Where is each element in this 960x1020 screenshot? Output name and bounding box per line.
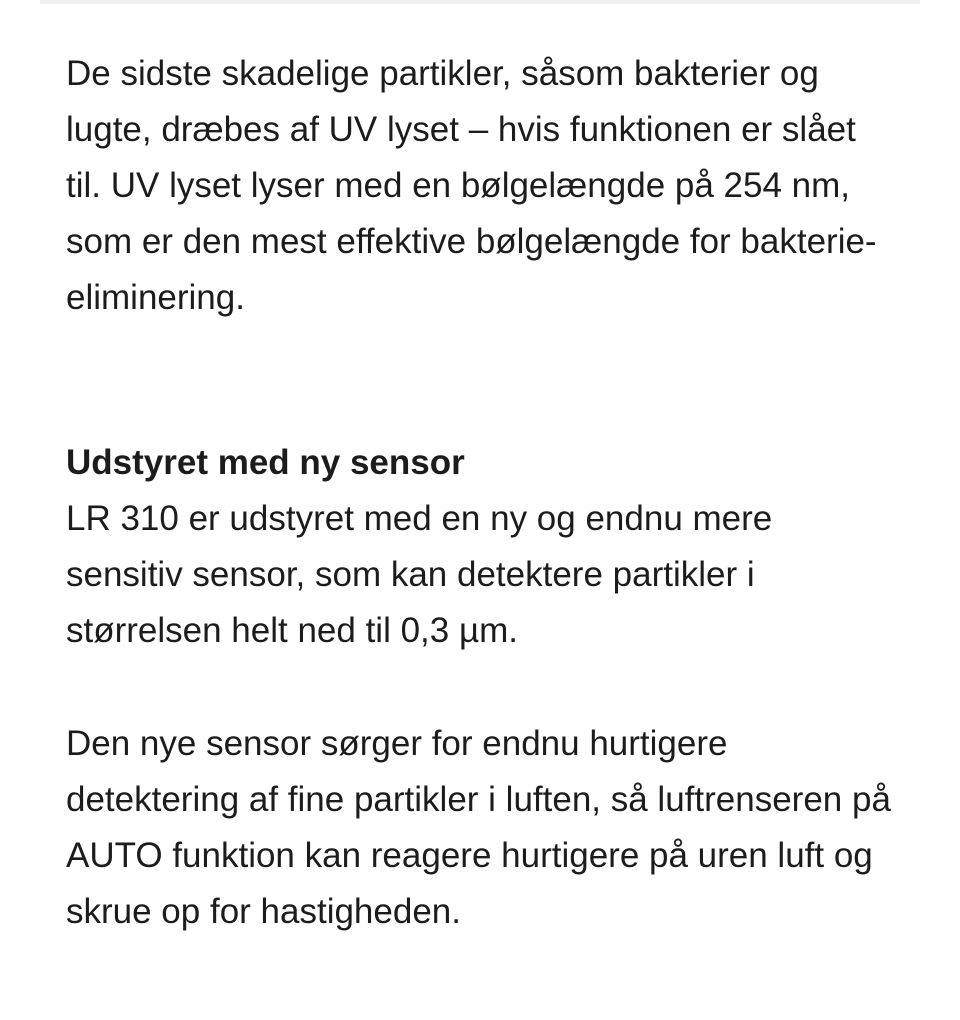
paragraph-spacer [66, 659, 896, 716]
top-divider [40, 0, 920, 4]
detection-paragraph: Den nye sensor sørger for endnu hurtigere detektering af fine partikler i luften, så luftrenseren på AUTO funktion kan reagere hurtigere på uren luft og skrue op for hastigheden. [66, 724, 891, 931]
sensor-paragraph: LR 310 er udstyret med en ny og endnu mere sensitiv sensor, som kan detektere partikler i størrelsen helt ned til 0,3 µm. [66, 499, 773, 650]
uv-light-paragraph: De sidste skadelige partikler, såsom bakterier og lugte, dræbes af UV lyset – hvis funktionen er slået til. UV lyset lyser med en bølgelængde på 254 nm, som er den mest effektive bølgelængde for bakterie-eliminering. [66, 54, 877, 317]
article-content [66, 46, 896, 940]
section-spacer [66, 326, 896, 435]
sensor-section-heading: Udstyret med ny sensor [66, 443, 465, 482]
